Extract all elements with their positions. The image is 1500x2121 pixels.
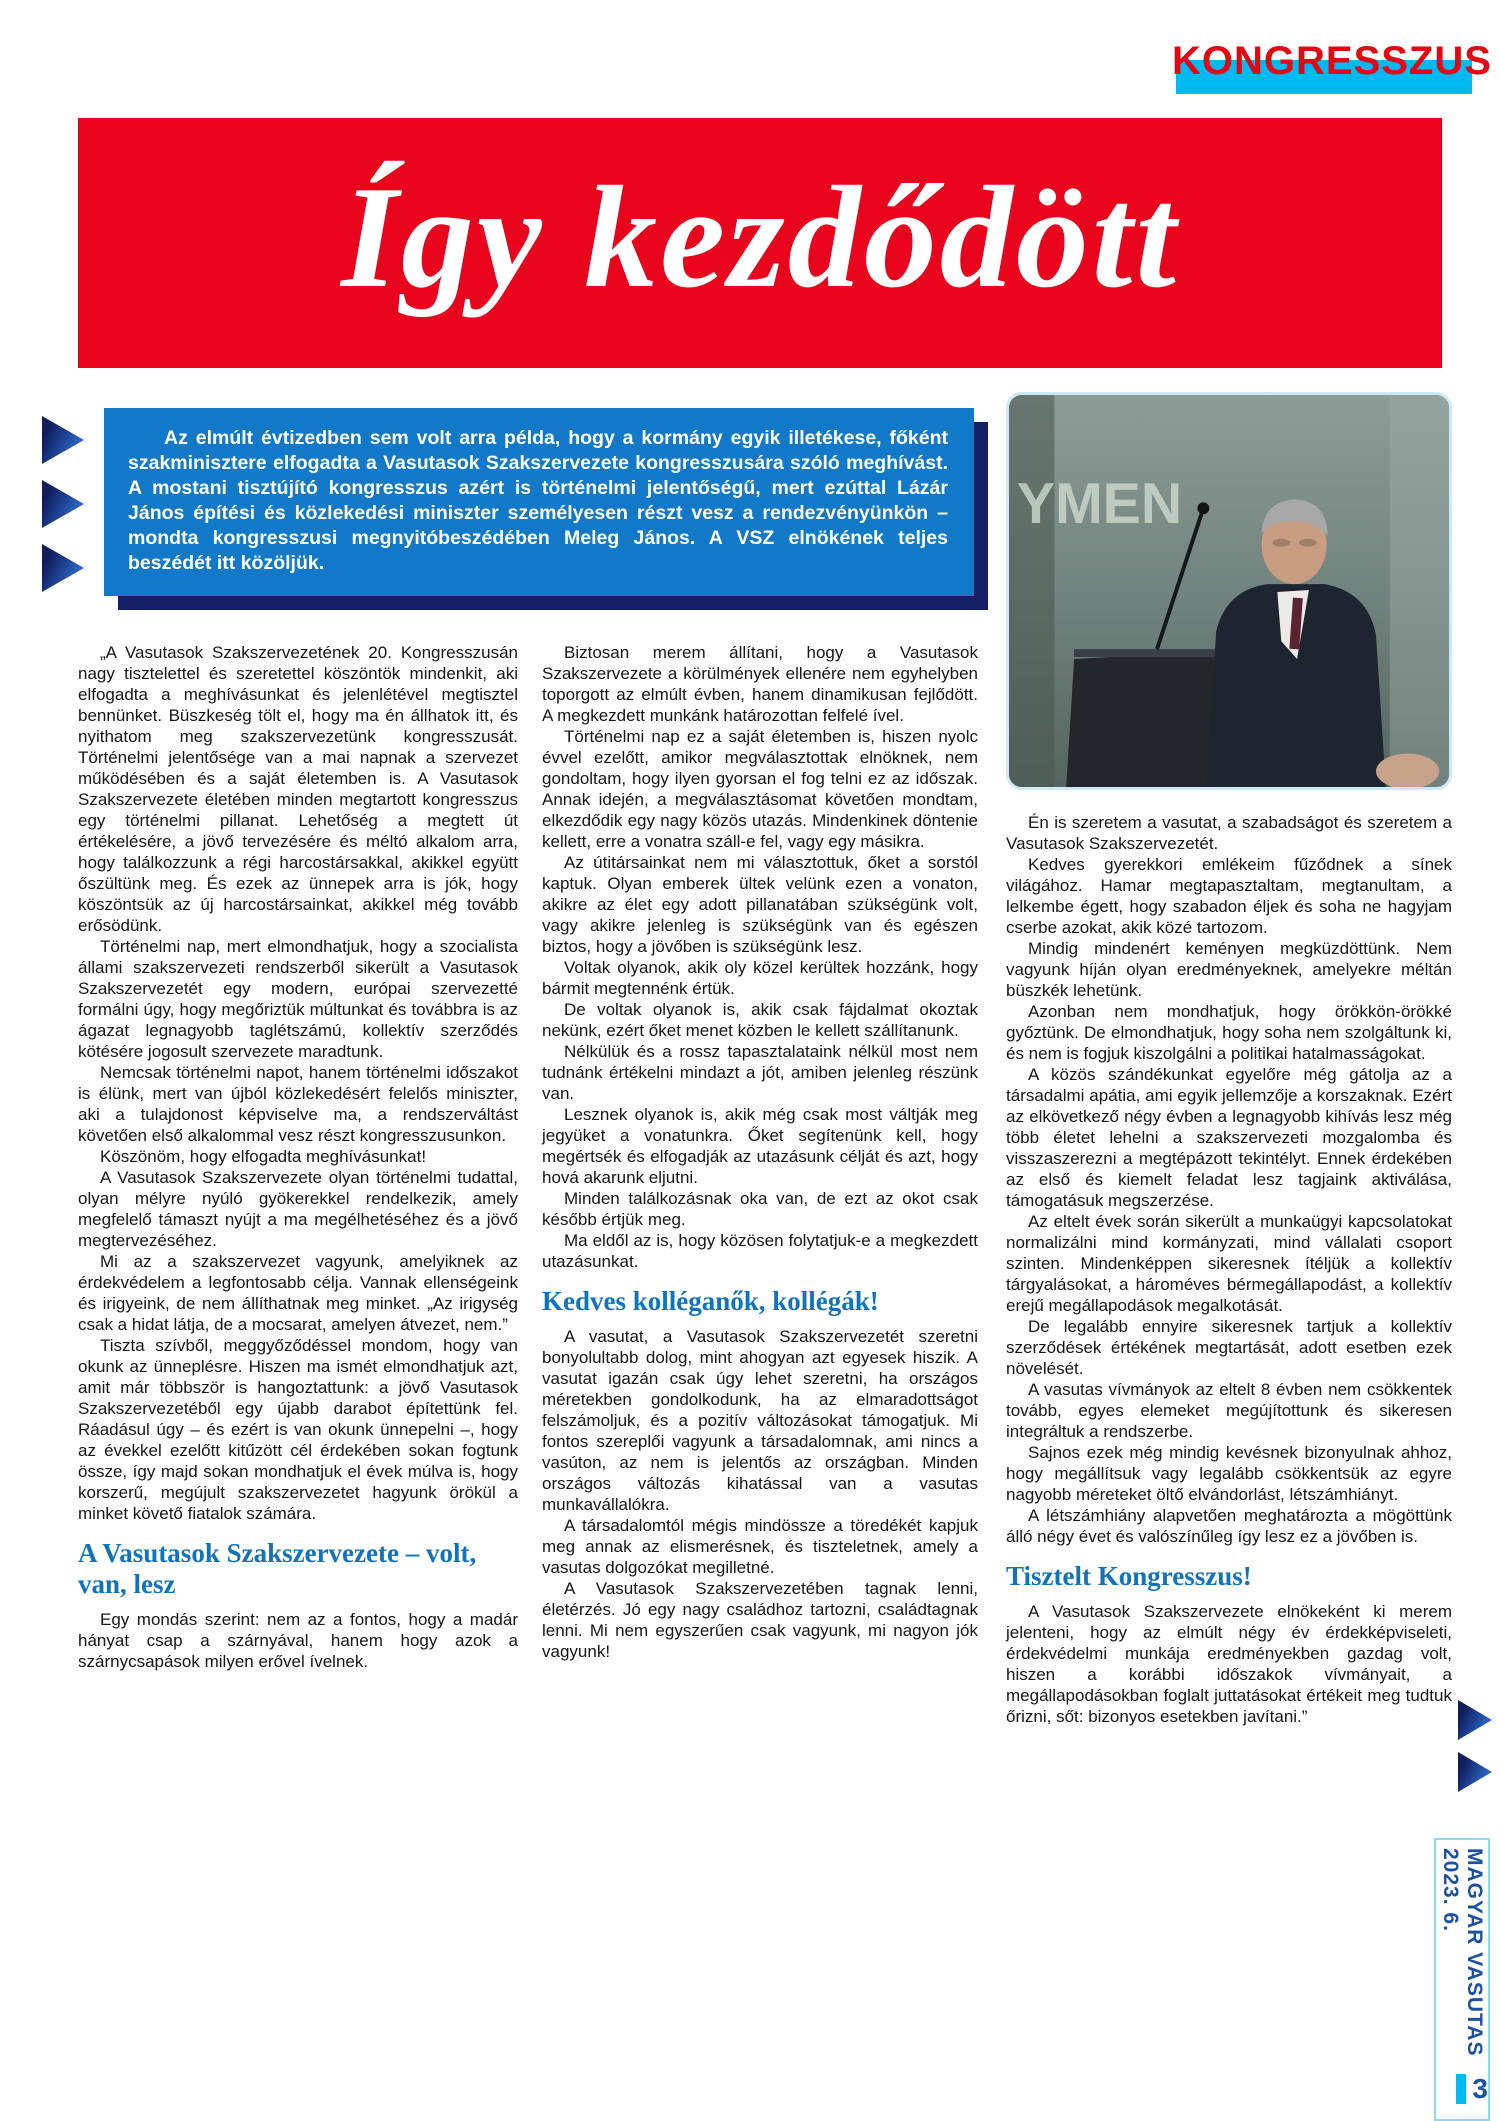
paragraph: Én is szeretem a vasutat, a szabadságot és szeretem a Vasutasok Szakszervezetét.	[1006, 813, 1452, 853]
paragraph: Történelmi nap ez a saját életemben is, hiszen nyolc évvel ezelőtt, amikor megválasztottak elnöknek, nem gondoltam, hogy ilyen gyorsan el fog telni ez az időszak. Annak idején, a megválasztásomat követően mondtam, elkezdődik egy nagy közös utazás. Mindenkinek döntenie kellett, erre a vonatra száll-e fel, vagy egy másikra.	[542, 727, 978, 851]
paragraph: Azonban nem mondhatjuk, hogy örökkön-örökké győztünk. De elmondhatjuk, hogy soha nem szolgáltunk ki, és nem is fogjuk kiszolgálni a politikai hatalmasságokat.	[1006, 1002, 1452, 1063]
paragraph: A Vasutasok Szakszervezetében tagnak lenni, életérzés. Jó egy nagy családhoz tartozni, családtagnak lenni. Mi nem egyszerűen csak vagyunk, mi nagyon jók vagyunk!	[542, 1579, 978, 1661]
photo-background-text: YMEN	[1016, 472, 1183, 537]
microphone-head	[1197, 502, 1209, 514]
paragraph: Sajnos ezek még mindig kevésnek bizonyulnak ahhoz, hogy megállítsuk vagy legalább csökkentsük az egyre nagyobb méreteket öltő elvándorlást, létszámhiányt.	[1006, 1443, 1452, 1504]
paragraph: Nemcsak történelmi napot, hanem történelmi időszakot is élünk, mert van újból közlekedésért felelős miniszter, aki a tulajdonost képviselve ma, a rendszerváltást követően első alkalommal vesz részt kongresszusunkon.	[78, 1063, 518, 1145]
paragraph: Tiszta szívből, meggyőződéssel mondom, hogy van okunk az ünneplésre. Hiszen ma ismét elmondhatjuk azt, amit már többször is hangoztattunk: a jövő Vasutasok Szakszervezetéből egy újabb darabot építettünk fel. Ráadásul úgy – és ezért is van okunk ünnepelni –, hogy az évekkel ezelőtt kitűzött cél érdekében sokan fogtunk össze, így majd sokan mondhatjuk el évek múlva is, hogy korszerű, megújult szakszervezetet hagyunk örökül a minket követő fiatalok számára.	[78, 1336, 518, 1523]
paragraph: Voltak olyanok, akik oly közel kerültek hozzánk, hogy bármit megtennénk értük.	[542, 958, 978, 998]
paragraph: Történelmi nap, mert elmondhatjuk, hogy a szocialista állami szakszervezeti rendszerből sikerült a Vasutasok Szakszervezetét egy modern, európai szervezetté formálni úgy, hogy megőriztük múltunkat és továbbra is az ágazat legnagyobb taglétszámú, kollektív szerződés kötésére jogosult szervezete maradtunk.	[78, 937, 518, 1061]
paragraph: A létszámhiány alapvetően meghatározta a mögöttünk álló négy évet és valószínűleg így lesz ez a jövőben is.	[1006, 1506, 1452, 1546]
paragraph: A vasutat, a Vasutasok Szakszervezetét szeretni bonyolultabb dolog, mint ahogyan azt egyesek hiszik. A vasutat igazán csak úgy lehet szeretni, ha országos méretekben gondolkodunk, ha az elmaradottságot felszámoljuk, és a pozitív változásokat támogatjuk. Mi fontos szereplői vagyunk a társadalomnak, ami nincs a vasúton, az nem is jelentős az országban. Minden országos változás kihatással van a vasutas munkavállalókra.	[542, 1327, 978, 1514]
paragraph: Köszönöm, hogy elfogadta meghívásunkat!	[100, 1147, 427, 1166]
page-number-bar	[1456, 2074, 1466, 2104]
photo-left-shadow	[1009, 395, 1054, 787]
paragraph: Az útitársainkat nem mi választottuk, őket a sorstól kaptuk. Olyan emberek ültek velünk ezen a vonaton, akikre az élet egy adott pillanatában szükségünk volt, vagy akikre jelenleg is szükségünk van és egészen biztos, hogy a jövőben is szükségünk lesz.	[542, 853, 978, 956]
paragraph: Ma eldől az is, hogy közösen folytatjuk-e a megkezdett utazásunkat.	[542, 1231, 978, 1271]
paragraph: Egy mondás szerint: nem az a fontos, hogy a madár hányat csap a szárnyával, hanem hogy azok a szárnycsapások milyen erővel ívelnek.	[78, 1610, 518, 1671]
lead-arrows	[42, 416, 84, 592]
arrow-right-icon	[1458, 1752, 1492, 1792]
paragraph: Biztosan merem állítani, hogy a Vasutasok Szakszervezete a körülmények ellenére nem egyhelyben toporgott az elmúlt évben, hanem dinamikusan fejlődött. A megkezdett munkánk határozottan felfelé ível.	[542, 643, 978, 725]
paragraph: Kedves gyerekkori emlékeim fűződnek a sínek világához. Hamar megtapasztaltam, megtanultam, a lelkembe égett, hogy szabadon éljek és soha ne hagyjam cserbe azokat, akik közé tartozom.	[1006, 855, 1452, 937]
edition-label: MAGYAR VASUTAS 2023. 6.	[1434, 1838, 1490, 2121]
article-column-3	[1006, 812, 1452, 1727]
paragraph: Mi az a szakszervezet vagyunk, amelyiknek az érdekvédelem a legfontosabb célja. Vannak ellenségeink és irigyeink, de nem állíthatnak meg minket. „Az irigység csak a hidat látja, de a mocsarat, amelyen átvezet, nem.”	[78, 1252, 518, 1334]
paragraph: „A Vasutasok Szakszervezetének 20. Kongresszusán nagy tisztelettel és szeretettel köszöntök mindenkit, aki elfogadta a meghívásunkat és jelenlétével megtisztel bennünket. Büszkeség tölt el, hogy ma én állhatok itt, és nyithatom meg szakszervezetünk kongresszusát. Történelmi jelentősége van a mai napnak a szervezet működésében és a saját életemben is. A Vasutasok Szakszervezete életében minden megtartott kongresszus egy történelmi pillanat. Lehetőség a megtett út értékelésére, a jövő tervezésére és méltó alkalom arra, hogy találkozzunk a régi harcostársakkal, akikkel együtt őszültünk meg. És ezek az ünnepek arra is jók, hogy köszöntsük az új harcostársainkat, akikkel még tovább erősödünk.	[78, 643, 518, 935]
paragraph: Lesznek olyanok is, akik még csak most váltják meg jegyüket a vonatunkra. Őket segítenünk kell, hogy megértsék és elfogadják az utazásunk célját és azt, hogy hová akarunk eljutni.	[542, 1105, 978, 1187]
arrow-right-icon	[1458, 1700, 1492, 1740]
side-arrows	[1458, 1700, 1492, 1792]
paragraph: Nélkülük és a rossz tapasztalataink nélkül most nem tudnánk értékelni mindazt a jót, amiben jelenleg részünk van.	[542, 1042, 978, 1103]
page-title: Így kezdődött	[341, 156, 1179, 318]
paragraph: A vasutas vívmányok az eltelt 8 évben nem csökkentek tovább, egyes elemeket megújítottunk és sikeresen integráltuk a rendszerbe.	[1006, 1380, 1452, 1441]
paragraph: Minden találkozásnak oka van, de ezt az okot csak később értjük meg.	[542, 1189, 978, 1229]
paragraph: A közös szándékunkat egyelőre még gátolja az a társadalmi apátia, ami egyik jellemzője a korszaknak. Ezért az elkövetkező négy évben a legnagyobb kihívás lesz még több életet lehelni a szakszervezeti mozgalomba és visszaszerezni a megtépázott tekintélyt. Ennek érdekében az első és kiemelt feladat lesz tagjaink aktiválása, támogatásuk megszerzése.	[1006, 1065, 1452, 1210]
lead-paragraph: Az elmúlt évtizedben sem volt arra példa, hogy a kormány egyik illetékese, főként szakminisztere elfogadta a Vasutasok Szakszervezete kongresszusára szóló meghívást. A mostani tisztújító kongresszus azért is történelmi jelentőségű, mert ezúttal Lázár János építési és közlekedési miniszter személyesen részt vesz a rendezvényünkön – mondta kongresszusi megnyitóbeszédében Meleg János. A VSZ elnökének teljes beszédét itt közöljük.	[128, 427, 948, 574]
section-label: KONGRESSZUS	[1172, 39, 1492, 83]
paragraph: Mindig mindenért keményen megküzdöttünk. Nem vagyunk híján olyan eredményeknek, amelyekre méltán büszkék lehetünk.	[1006, 939, 1452, 1000]
paragraph: A Vasutasok Szakszervezete olyan történelmi tudattal, olyan mélyre nyúló gyökerekkel rendelkezik, amely megfelelő támaszt nyújt a ma megélhetéséhez és a jövő megtervezéséhez.	[78, 1168, 518, 1250]
title-banner	[78, 118, 1442, 368]
article-column-2	[542, 642, 978, 1662]
paragraph: A Vasutasok Szakszervezete elnökeként ki merem jelenteni, hogy az elmúlt négy év érdekképviseleti, érdekvédelmi munkája eredményekben gazdag volt, hiszen a korábbi időszakok vívmányait, a megállapodásokban foglalt juttatásokat értékeit meg tudtuk őrizni, sőt: bizonyos esetekben javítani.”	[1006, 1602, 1452, 1726]
arrow-right-icon	[42, 480, 84, 528]
lead-box	[104, 408, 974, 596]
section-heading: Kedves kolléganők, kollégák!	[542, 1286, 879, 1316]
paragraph: Az eltelt évek során sikerült a munkaügyi kapcsolatokat normalizálni mind kormányzati, mind vállalati csoport szinten. Mindenképpen sikeresnek ítéljük a kollektív tárgyalásokat, a hároméves bérmegállapodást, a kollektív erejű megállapodások megalkotását.	[1006, 1212, 1452, 1315]
article-column-1	[78, 642, 518, 1672]
paragraph: De voltak olyanok is, akik csak fájdalmat okoztak nekünk, ezért őket menet közben le kellett szállítanunk.	[542, 1000, 978, 1040]
page-number-block	[1456, 2073, 1488, 2105]
speaker-photo-illustration	[1009, 395, 1449, 787]
paragraph: De legalább ennyire sikeresnek tartjuk a kollektív szerződések értékének megtartását, adott esetben ezek növelését.	[1006, 1317, 1452, 1378]
speaker-photo	[1006, 392, 1452, 790]
page-number: 3	[1472, 2073, 1488, 2104]
photo-right-light	[1390, 395, 1449, 787]
paragraph: A társadalomtól mégis mindössze a töredékét kapjuk meg annak az elismerésnek, és tiszteletnek, amely a vasutas dolgozókat megilletné.	[542, 1516, 978, 1577]
section-heading: A Vasutasok Szakszervezete – volt, van, lesz	[78, 1538, 477, 1599]
section-heading: Tisztelt Kongresszus!	[1006, 1561, 1252, 1591]
arrow-right-icon	[42, 544, 84, 592]
arrow-right-icon	[42, 416, 84, 464]
